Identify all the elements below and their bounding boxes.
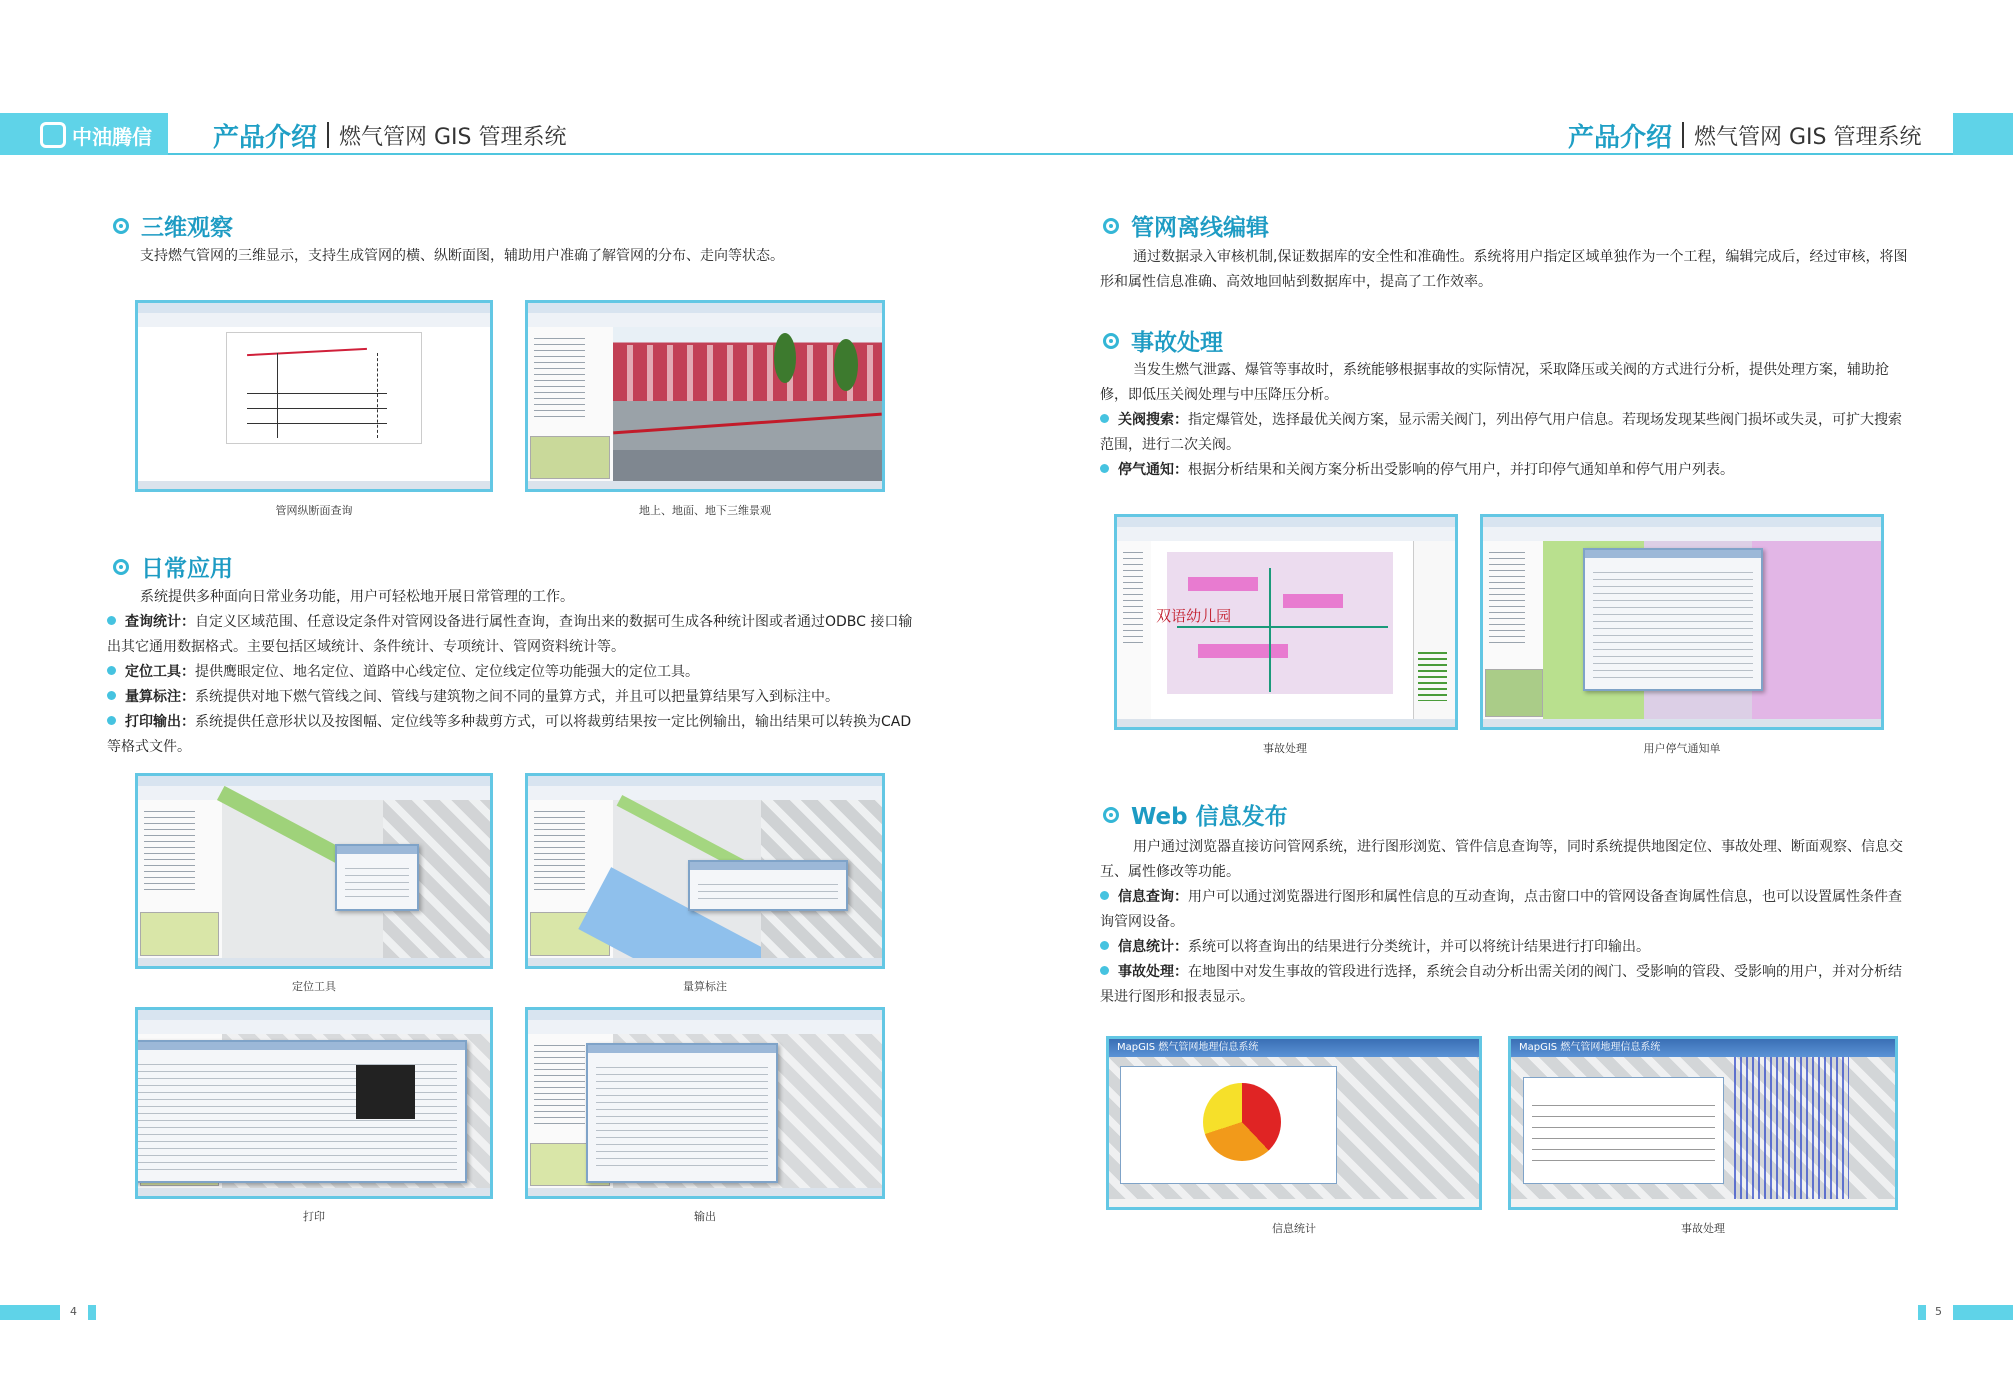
caption-web-statistics: 信息统计 (1272, 1222, 1316, 1235)
bullet-item: 事故处理：在地图中对发生事故的管段进行选择，系统会自动分析出需关闭的阀门、受影响的管段、受影响的用户，并对分析结果进行图形和报表显示。 (1100, 964, 1902, 1005)
title-sub: 燃气管网 GIS 管理系统 (339, 124, 567, 150)
screenshot-3d-scene (525, 300, 885, 492)
page-title-left (213, 118, 567, 152)
logo-text: 中油腾信 (72, 124, 152, 149)
bullet-dot-icon (107, 691, 116, 700)
map-label: 双语幼儿园 (1156, 607, 1232, 626)
bullet-item: 关阀搜索：指定爆管处，选择最优关阀方案，显示需关阀门，列出停气用户信息。若现场发现某些阀门损坏或失灵，可扩大搜索范围，进行二次关阀。 (1100, 412, 1902, 453)
bullet-dot-icon (1100, 966, 1109, 975)
circle-bullet-icon (113, 218, 129, 234)
footer-bar-left (0, 1305, 60, 1320)
bullet-item: 打印输出：系统提供任意形状以及按图幅、定位线等多种裁剪方式，可以将裁剪结果按一定比例输出，输出结果可以转换为CAD 等格式文件。 (107, 714, 912, 755)
caption-web-accident: 事故处理 (1681, 1222, 1725, 1235)
section-heading-accident: 事故处理 (1103, 324, 1223, 357)
screenshot-web-statistics (1106, 1036, 1482, 1210)
section-text-offline-edit: 通过数据录入审核机制,保证数据库的安全性和准确性。系统将用户指定区域单独作为一个工程，编辑完成后，经过审核，将图形和属性信息准确、高效地回帖到数据库中，提高了工作效率。 (1100, 249, 1908, 290)
bullet-dot-icon (1100, 414, 1109, 423)
title-divider (327, 122, 329, 148)
circle-bullet-icon (113, 559, 129, 575)
page-title-right (1568, 118, 1922, 152)
title-divider (1682, 122, 1684, 148)
section-heading-3d: 三维观察 (113, 209, 233, 242)
screenshot-accident-handling (1114, 514, 1458, 730)
section-heading-offline-edit: 管网离线编辑 (1103, 209, 1269, 242)
footer-bar-right (1953, 1305, 2013, 1320)
bullet-dot-icon (107, 716, 116, 725)
caption-export: 输出 (694, 1210, 716, 1223)
caption-outage-notice: 用户停气通知单 (1643, 742, 1721, 755)
bullet-dot-icon (1100, 941, 1109, 950)
caption-locate-tool: 定位工具 (292, 980, 336, 993)
web-app-title: MapGIS 燃气管网地理信息系统 (1109, 1039, 1479, 1057)
screenshot-profile-query (135, 300, 493, 492)
footer-tick-left (88, 1305, 96, 1320)
bullet-item: 停气通知：根据分析结果和关阀方案分析出受影响的停气用户，并打印停气通知单和停气用户列表。 (1100, 458, 1908, 483)
screenshot-locate-tool (135, 773, 493, 969)
title-main: 产品介绍 (213, 122, 318, 153)
page-number-right: 5 (1935, 1305, 1942, 1318)
web-app-title: MapGIS 燃气管网地理信息系统 (1511, 1039, 1895, 1057)
section-text-web: 用户通过浏览器直接访问管网系统，进行图形浏览、管件信息查询等，同时系统提供地图定位、事故处理、断面观察、信息交互、属性修改等功能。 信息查询：用户可以通过浏览器进行图形和属性信息的互动查询，点击窗口中的管网设备查询属性信息，也可以设置属性条件查询管网设备。 信息统计：系统可以将查询出的结果进行分类统计，并可以将统计结果进行打印输出。 事故处理：在地图中对发生事故的管段进行选择，系统会自动分析出需关闭的阀门、受影响的管段、受影响的用户，并对分析结果进行图形和报表显示。 (1100, 835, 1908, 1010)
title-sub: 燃气管网 GIS 管理系统 (1694, 124, 1922, 150)
company-logo (40, 118, 170, 152)
pie-chart (1203, 1083, 1281, 1161)
bullet-dot-icon (107, 666, 116, 675)
section-heading-web: Web 信息发布 (1103, 798, 1288, 831)
bullet-dot-icon (1100, 891, 1109, 900)
header-bar-right (1953, 113, 2013, 155)
circle-bullet-icon (1103, 333, 1119, 349)
section-text-3d: 支持燃气管网的三维显示，支持生成管网的横、纵断面图，辅助用户准确了解管网的分布、走向等状态。 (140, 248, 784, 264)
screenshot-print (135, 1007, 493, 1199)
footer-tick-right (1918, 1305, 1926, 1320)
bullet-item: 信息查询：用户可以通过浏览器进行图形和属性信息的互动查询，点击窗口中的管网设备查询属性信息，也可以设置属性条件查询管网设备。 (1100, 889, 1902, 930)
caption-measure: 量算标注 (683, 980, 727, 993)
screenshot-outage-notice (1480, 514, 1884, 730)
page-number-left: 4 (70, 1305, 77, 1318)
section-heading-daily: 日常应用 (113, 550, 233, 583)
logo-mark-icon (40, 122, 66, 148)
circle-bullet-icon (1103, 218, 1119, 234)
screenshot-measure (525, 773, 885, 969)
bullet-item: 查询统计：自定义区域范围、任意设定条件对管网设备进行属性查询，查询出来的数据可生成各种统计图或者通过ODBC 接口输出其它通用数据格式。主要包括区域统计、条件统计、专项统计、管网资料统计等。 (107, 614, 913, 655)
bullet-dot-icon (107, 616, 116, 625)
caption-accident-handling: 事故处理 (1263, 742, 1307, 755)
bullet-item: 量算标注：系统提供对地下燃气管线之间、管线与建筑物之间不同的量算方式，并且可以把量算结果写入到标注中。 (107, 685, 919, 710)
bullet-item: 定位工具：提供鹰眼定位、地名定位、道路中心线定位、定位线定位等功能强大的定位工具。 (107, 660, 919, 685)
header-line-right (1006, 153, 1954, 155)
caption-print: 打印 (303, 1210, 325, 1223)
bullet-item: 信息统计：系统可以将查询出的结果进行分类统计，并可以将统计结果进行打印输出。 (1100, 935, 1908, 960)
circle-bullet-icon (1103, 807, 1119, 823)
screenshot-web-accident (1508, 1036, 1898, 1210)
title-main: 产品介绍 (1568, 122, 1673, 153)
caption-profile-query: 管网纵断面查询 (275, 504, 353, 517)
screenshot-export (525, 1007, 885, 1199)
section-text-daily: 系统提供多种面向日常业务功能，用户可轻松地开展日常管理的工作。 查询统计：自定义区域范围、任意设定条件对管网设备进行属性查询，查询出来的数据可生成各种统计图或者通过ODBC 接口输出其它通用数据格式。主要包括区域统计、条件统计、专项统计、管网资料统计等。 定位工具：提供鹰眼定位、地名定位、道路中心线定位、定位线定位等功能强大的定位工具。 量算标注：系统提供对地下燃气管线之间、管线与建筑物之间不同的量算方式，并且可以把量算结果写入到标注中。 打印输出：系统提供任意形状以及按图幅、定位线等多种裁剪方式，可以将裁剪结果按一定比例输出，输出结果可以转换为CAD 等格式文件。 (107, 585, 919, 760)
section-text-accident: 当发生燃气泄露、爆管等事故时，系统能够根据事故的实际情况，采取降压或关阀的方式进行分析，提供处理方案，辅助抢修，即低压关阀处理与中压降压分析。 关阀搜索：指定爆管处，选择最优关阀方案，显示需关阀门，列出停气用户信息。若现场发现某些阀门损坏或失灵，可扩大搜索范围，进行二次关阀。 停气通知：根据分析结果和关阀方案分析出受影响的停气用户，并打印停气通知单和停气用户列表。 (1100, 358, 1908, 483)
caption-3d-scene: 地上、地面、地下三维景观 (639, 504, 771, 517)
bullet-dot-icon (1100, 464, 1109, 473)
